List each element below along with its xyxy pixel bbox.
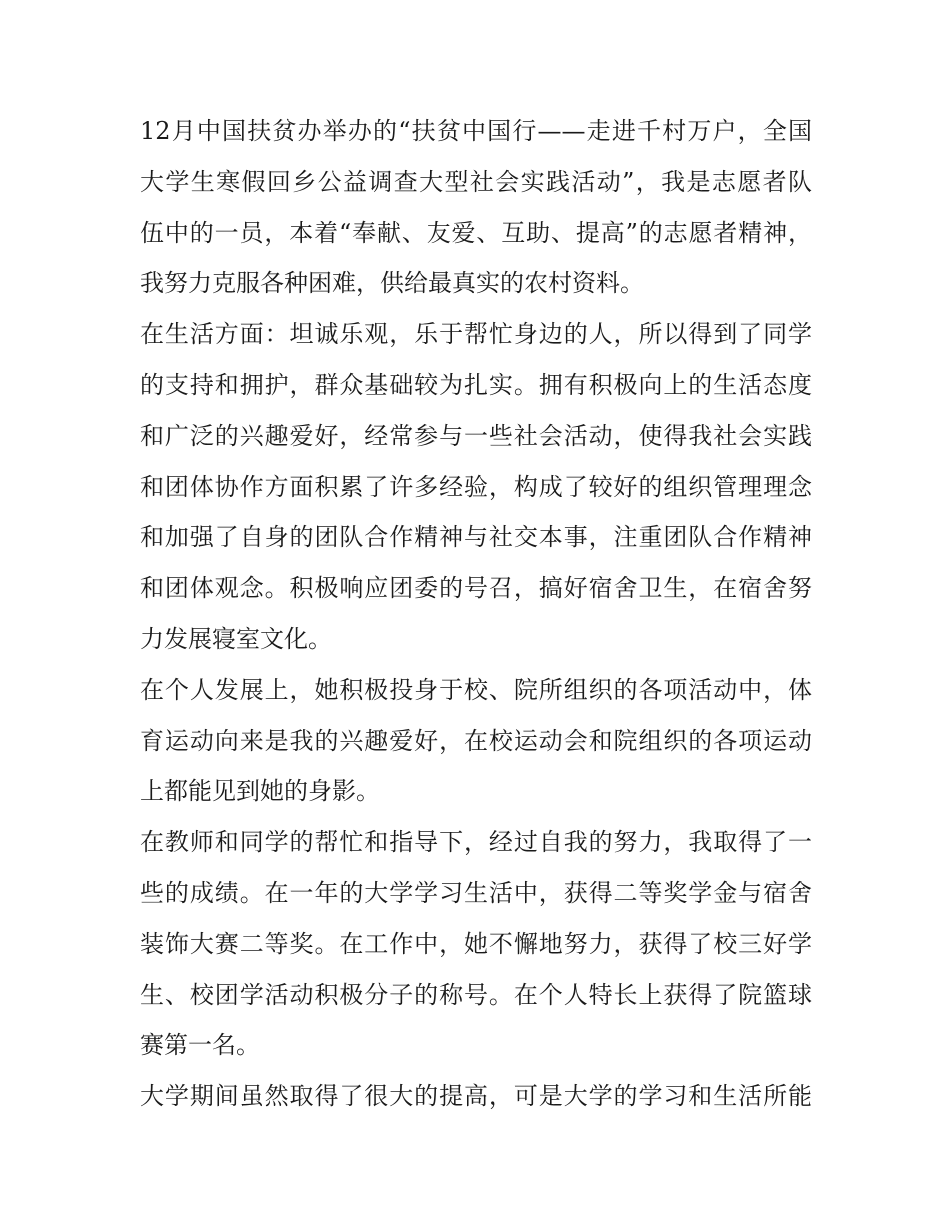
text-line: 和加强了自身的团队合作精神与社交本事，注重团队合作精神 xyxy=(140,523,812,552)
text-line: 我努力克服各种困难，供给最真实的农村资料。 xyxy=(140,269,644,298)
text-line: 些的成绩。在一年的大学学习生活中，获得二等奖学金与宿舍 xyxy=(140,878,812,907)
text-line: 在教师和同学的帮忙和指导下，经过自我的努力，我取得了一 xyxy=(140,828,812,857)
paragraph-university-summary xyxy=(140,1071,812,1122)
text-line: 在生活方面：坦诚乐观，乐于帮忙身边的人，所以得到了同学 xyxy=(140,320,812,349)
text-line: 力发展寝室文化。 xyxy=(140,624,332,653)
text-line: 在个人发展上，她积极投身于校、院所组织的各项活动中，体 xyxy=(140,675,812,704)
text-line: 伍中的一员，本着“奉献、友爱、互助、提高”的志愿者精神， xyxy=(140,218,812,247)
paragraph-life xyxy=(140,309,812,665)
paragraph-volunteer xyxy=(140,106,812,309)
text-line: 和广泛的兴趣爱好，经常参与一些社会活动，使得我社会实践 xyxy=(140,421,812,450)
text-line: 育运动向来是我的兴趣爱好，在校运动会和院组织的各项运动 xyxy=(140,726,812,755)
paragraph-achievements xyxy=(140,817,812,1071)
text-line: 12月中国扶贫办举办的“扶贫中国行——走进千村万户，全国 xyxy=(140,117,812,145)
text-line: 大学期间虽然取得了很大的提高，可是大学的学习和生活所能 xyxy=(140,1082,812,1111)
text-line: 生、校团学活动积极分子的称号。在个人特长上获得了院篮球 xyxy=(140,980,812,1009)
text-line: 和团体协作方面积累了许多经验，构成了较好的组织管理理念 xyxy=(140,472,812,501)
text-line: 上都能见到她的身影。 xyxy=(140,777,380,806)
text-line: 的支持和拥护，群众基础较为扎实。拥有积极向上的生活态度 xyxy=(140,370,812,399)
document-body xyxy=(140,106,812,1122)
text-line: 和团体观念。积极响应团委的号召，搞好宿舍卫生，在宿舍努 xyxy=(140,574,812,603)
text-line: 大学生寒假回乡公益调查大型社会实践活动”，我是志愿者队 xyxy=(140,167,812,196)
text-line: 装饰大赛二等奖。在工作中，她不懈地努力，获得了校三好学 xyxy=(140,929,812,958)
text-line: 赛第一名。 xyxy=(140,1031,260,1060)
paragraph-personal-development xyxy=(140,665,812,817)
